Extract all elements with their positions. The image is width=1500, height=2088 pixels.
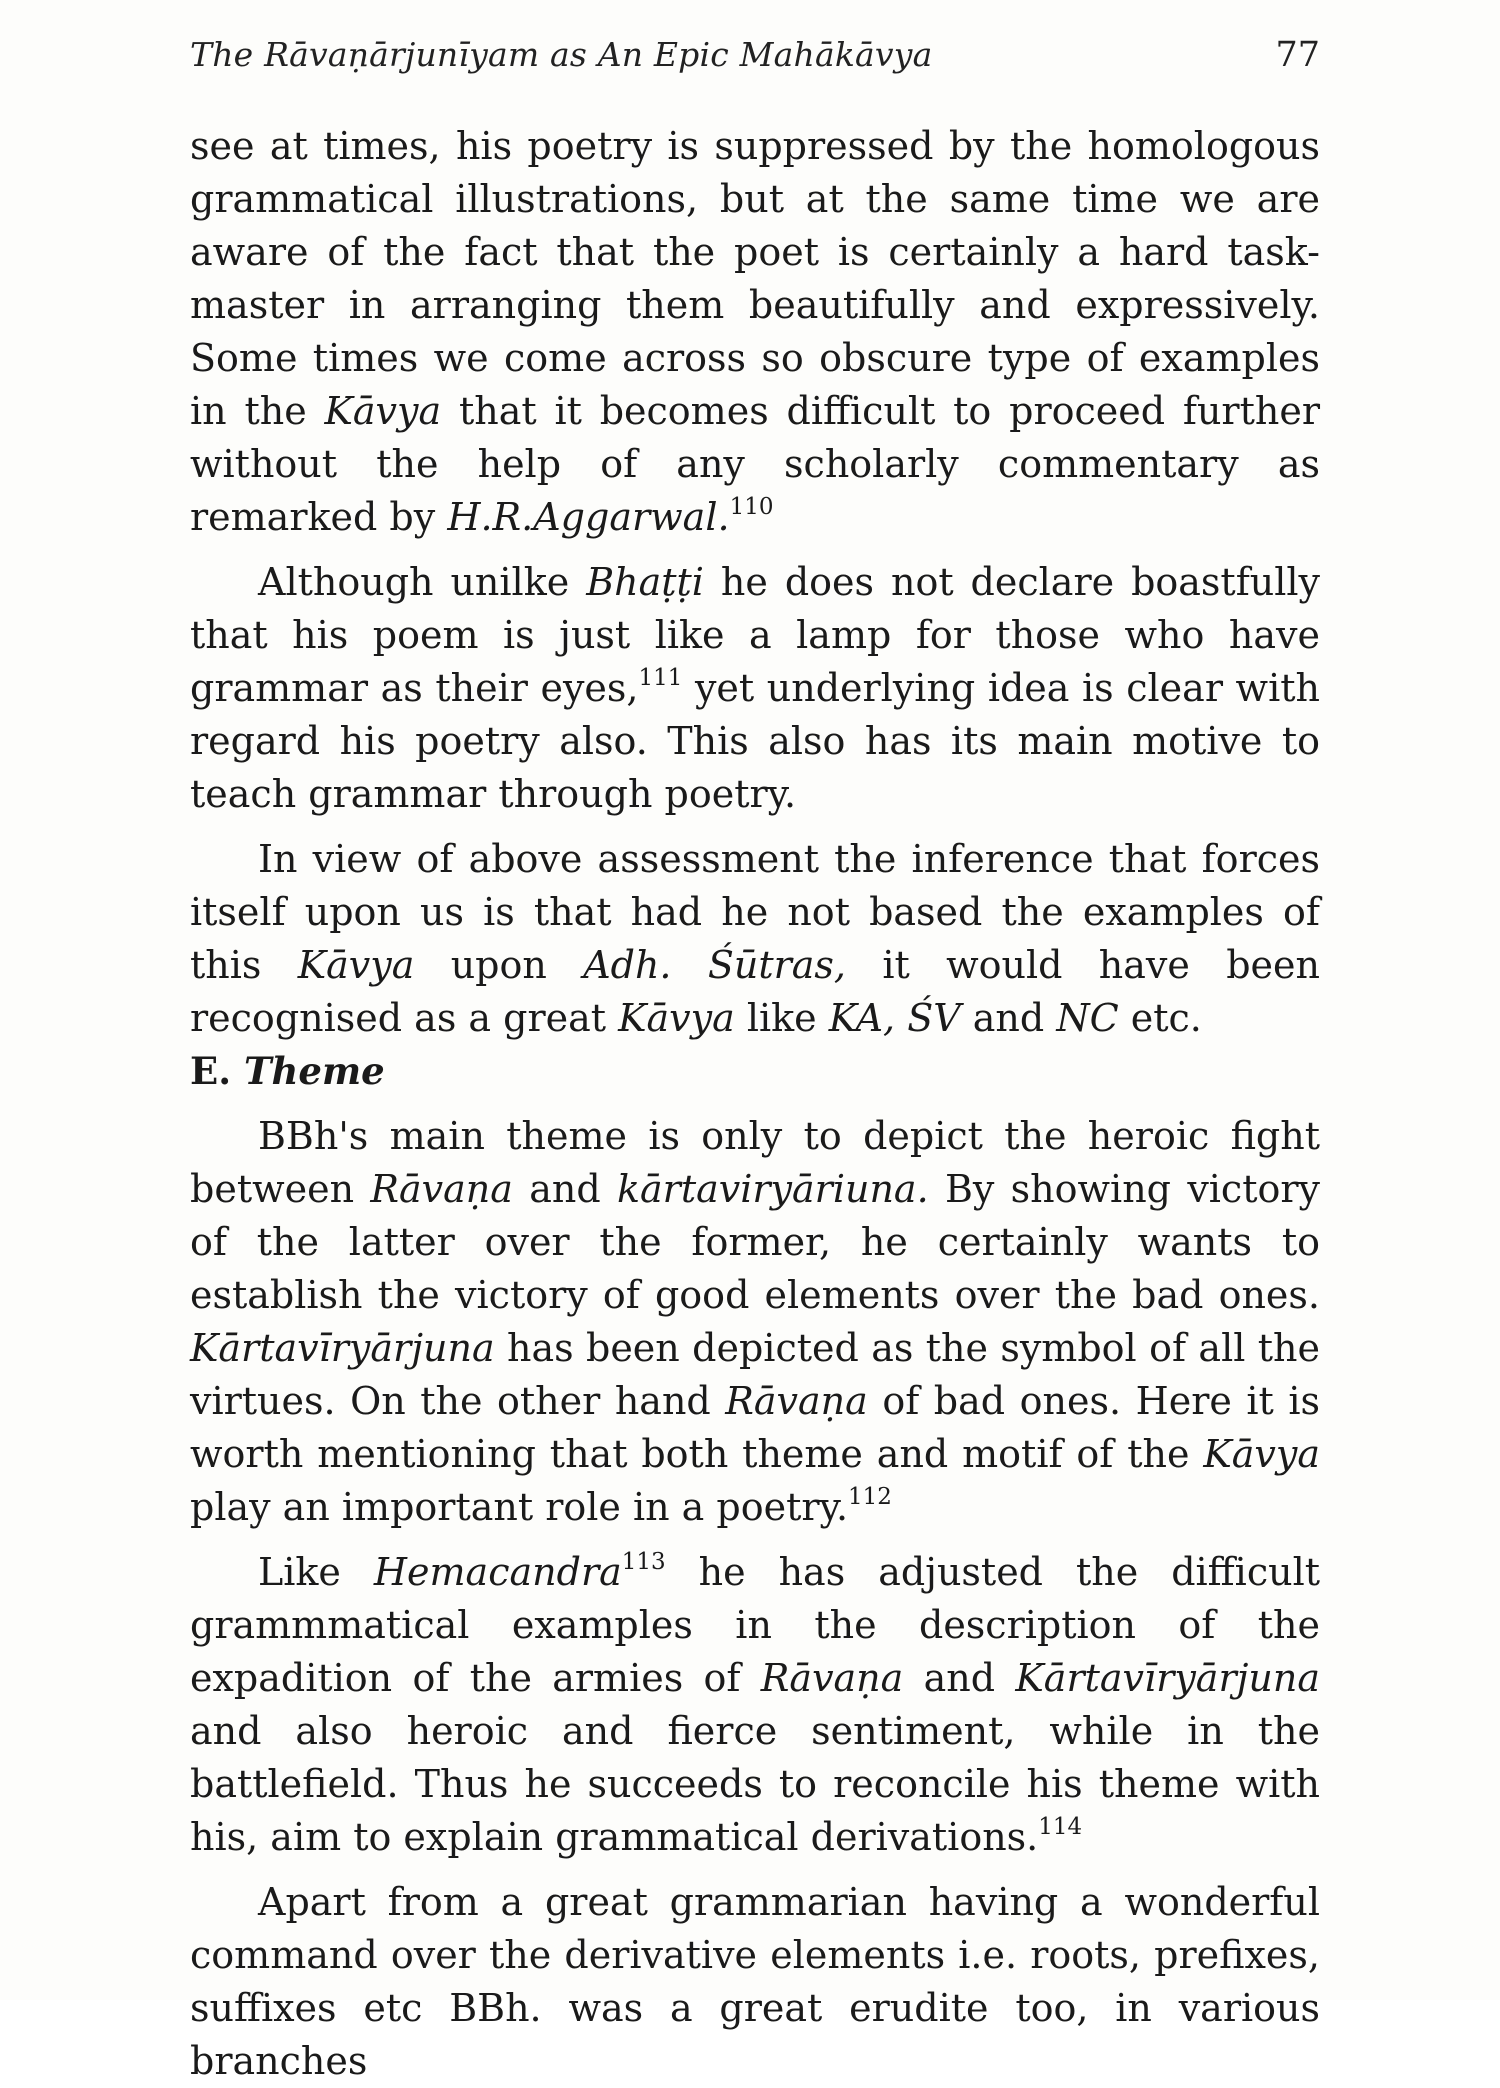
footnote-ref: 110 <box>729 494 774 520</box>
italic-term: Rāvaṇa <box>370 1167 513 1211</box>
italic-term: NC <box>1056 996 1119 1040</box>
page-body <box>190 120 1320 2088</box>
text-run: upon <box>414 943 584 987</box>
running-title: The Rāvaṇārjunīyam as An Epic Mahākāvya <box>190 35 933 74</box>
italic-term: Theme <box>243 1049 385 1093</box>
italic-term: Kāvya <box>297 943 415 987</box>
text-run: Like <box>258 1550 374 1594</box>
page-number: 77 <box>1275 35 1320 75</box>
italic-term: Kārtavīryārjuna <box>1015 1656 1320 1700</box>
text-run: Apart from a great grammarian having a wonderful command over the derivative elements i.e. roots, prefixes, suffixes etc BBh. was a great erudite too, in various branches <box>190 1880 1320 2083</box>
text-run: yet underlying idea is clear with regard his poetry also. This also has its main motive to teach grammar through poetry. <box>190 666 1320 816</box>
italic-term: Kāvya <box>1203 1432 1320 1476</box>
text-run: he does not declare boastfully that his poem is just like a lamp for those who have grammar as their eyes, <box>190 560 1321 710</box>
text-run: and <box>903 1656 1016 1700</box>
footnote-ref: 114 <box>1038 1814 1083 1840</box>
footnote-ref: 113 <box>621 1549 666 1575</box>
paragraph-1 <box>190 120 1320 544</box>
footnote-ref: 112 <box>848 1484 892 1510</box>
italic-term: Rāvaṇa <box>760 1656 904 1700</box>
text-run: like <box>734 996 829 1040</box>
italic-term: H.R.Aggarwal. <box>447 495 730 539</box>
italic-term: Kāvya <box>324 389 442 433</box>
text-run: and <box>512 1167 617 1211</box>
paragraph-3 <box>190 833 1320 1045</box>
text-run: and also heroic and fierce sentiment, while in the battlefield. Thus he succeeds to reconcile his theme with his, aim to explain grammatical derivations. <box>190 1709 1320 1859</box>
text-run: has been depicted as the symbol of all the virtues. On the other hand <box>190 1326 1320 1423</box>
text-run: etc. <box>1118 996 1202 1040</box>
paragraph-4 <box>190 1110 1320 1534</box>
italic-term: Adh. Śūtras, <box>583 943 847 987</box>
italic-term: Kāvya <box>618 996 735 1040</box>
text-run: E. <box>190 1049 244 1093</box>
text-run: he has adjusted the difficult grammmatical examples in the description of the expadition of the armies of <box>190 1550 1321 1700</box>
section-heading-theme <box>190 1045 1320 1098</box>
text-run: play an important role in a poetry. <box>190 1485 849 1529</box>
text-run: By showing victory of the latter over the former, he certainly wants to establish the victory of good elements over the bad ones. <box>190 1167 1320 1317</box>
text-run: Although unilke <box>258 560 587 604</box>
italic-term: Bhaṭṭi <box>586 560 704 604</box>
paragraph-6 <box>190 1876 1320 2088</box>
text-run: In view of above assessment the inference that forces itself upon us is that had he not based the examples of this <box>190 837 1320 987</box>
text-run: BBh's main theme is only to depict the heroic fight between <box>190 1114 1320 1211</box>
paragraph-5 <box>190 1546 1320 1864</box>
italic-term: Rāvaṇa <box>725 1379 868 1423</box>
text-run: that it becomes difficult to proceed further without the help of any scholarly commentary as remarked by <box>190 389 1320 539</box>
paragraph-2 <box>190 556 1320 821</box>
text-run: see at times, his poetry is suppressed by the homologous grammatical illustrations, but at the same time we are aware of the fact that the poet is certainly a hard task-master in arranging them beautifully and expressively. Some times we come across so obscure type of examples in the <box>190 124 1320 433</box>
italic-term: KA, ŚV <box>828 996 961 1040</box>
text-run: of bad ones. Here it is worth mentioning that both theme and motif of the <box>190 1379 1320 1476</box>
footnote-ref: 111 <box>638 665 683 691</box>
text-run: and <box>960 996 1057 1040</box>
italic-term: Hemacandra <box>373 1550 622 1594</box>
italic-term: Kārtavīryārjuna <box>190 1326 495 1370</box>
text-run: it would have been recognised as a great <box>190 943 1320 1040</box>
page-header <box>190 26 1320 84</box>
italic-term: kārtaviryāriuna. <box>616 1167 929 1211</box>
